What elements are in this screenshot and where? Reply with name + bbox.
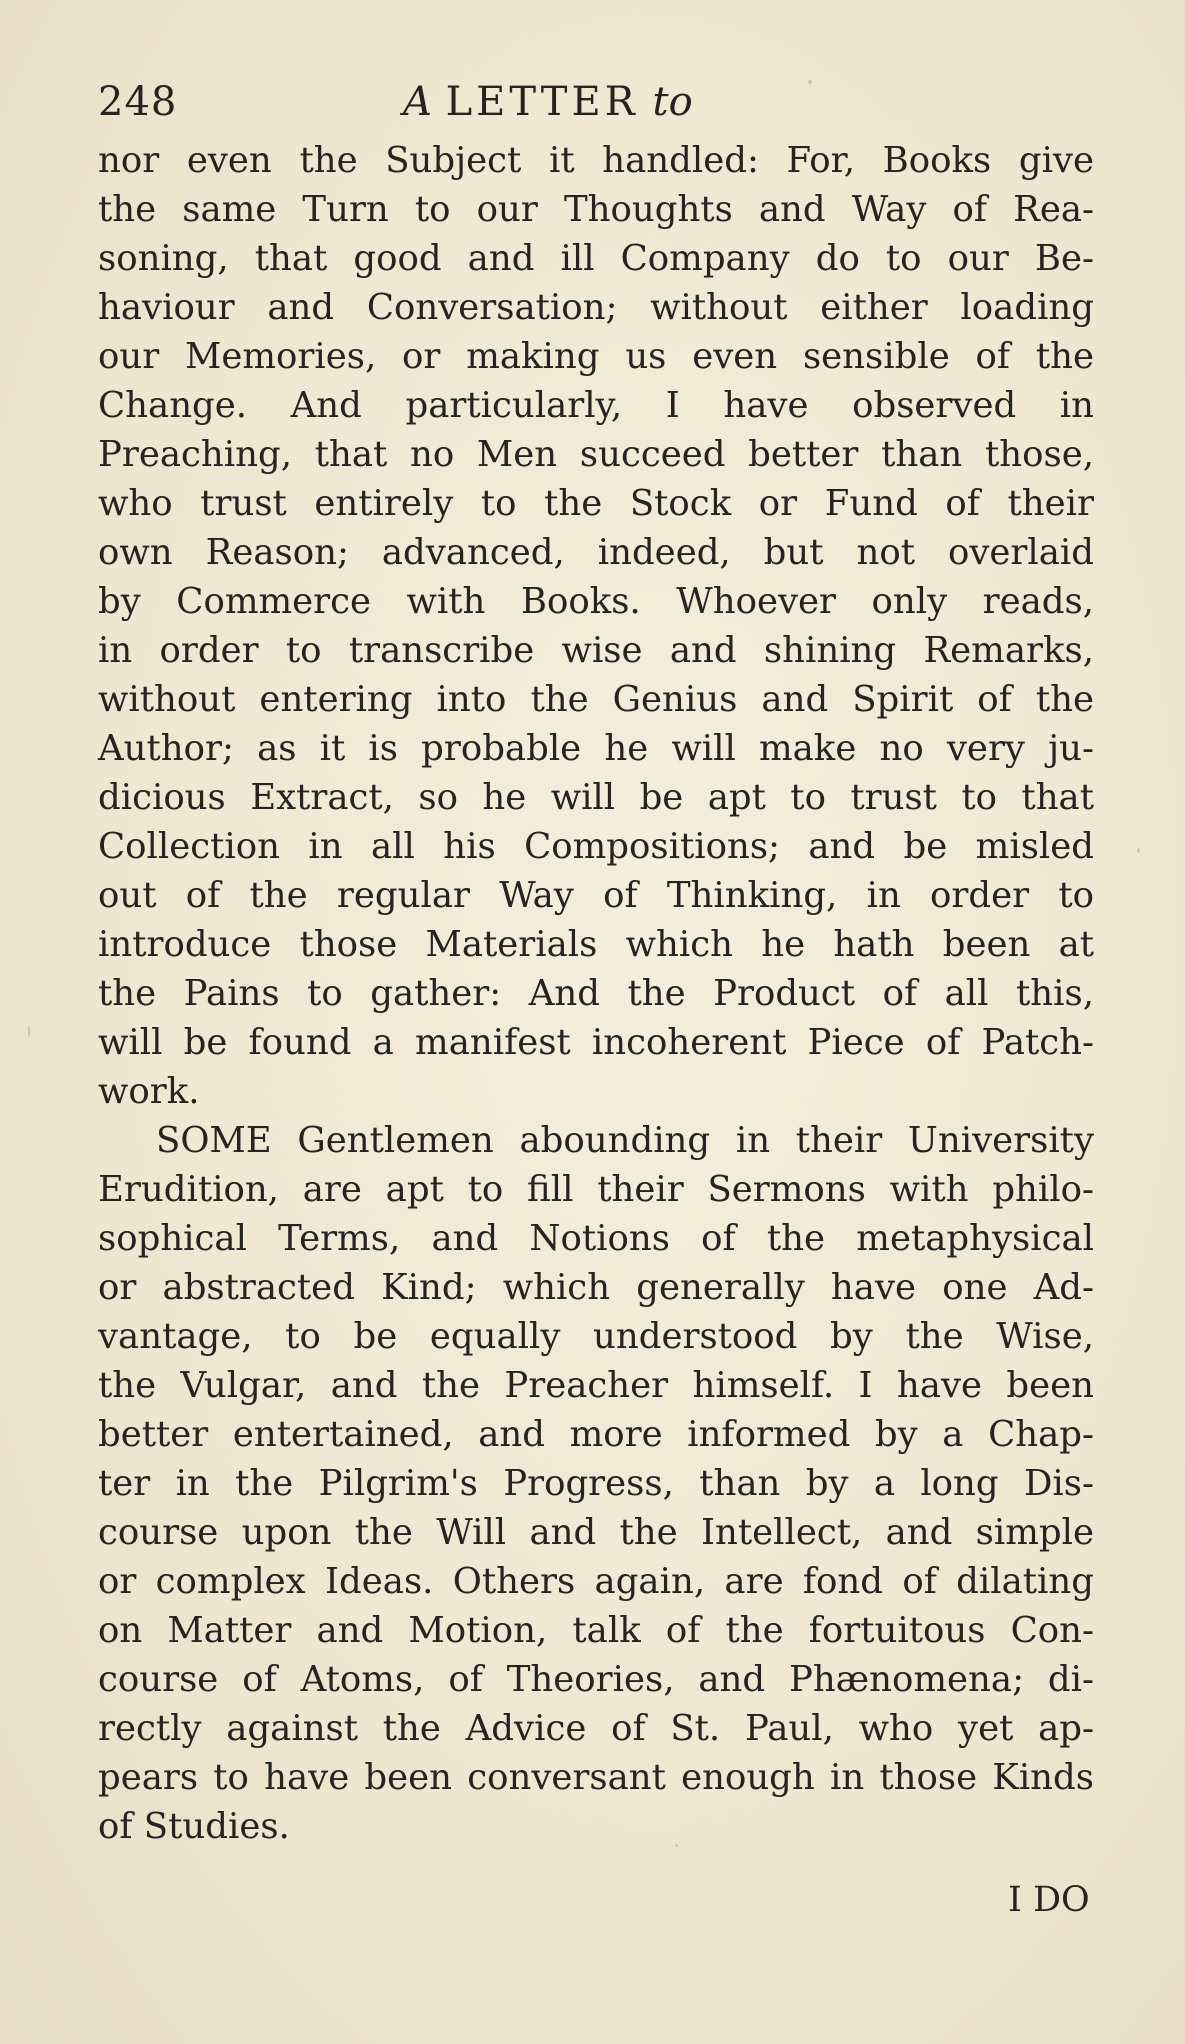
text-line: SOME Gentlemen abounding in their University <box>156 1120 1094 1161</box>
running-title-caps: LETTER <box>445 79 639 125</box>
text-line: will be found a manifest incoherent Piece of Patch- <box>98 1022 1094 1063</box>
text-line: Erudition, are apt to fill their Sermons with philo- <box>98 1169 1094 1210</box>
text-line: Collection in all his Compositions; and be misled <box>98 826 1094 867</box>
catchword: I DO <box>1008 1880 1090 1920</box>
text-line: ter in the Pilgrim's Progress, than by a long Dis- <box>98 1463 1094 1504</box>
text-line: of Studies. <box>98 1806 290 1847</box>
text-line: course of Atoms, of Theories, and Phænomena; di- <box>98 1659 1094 1700</box>
running-title-suffix: to <box>652 79 693 125</box>
text-line: Preaching, that no Men succeed better than those, <box>98 434 1094 475</box>
text-line: who trust entirely to the Stock or Fund of their <box>98 483 1094 524</box>
text-line: soning, that good and ill Company do to our Be- <box>98 238 1094 279</box>
text-line: better entertained, and more informed by a Chap- <box>98 1414 1094 1455</box>
text-line: pears to have been conversant enough in those Kinds <box>98 1757 1094 1798</box>
text-line: course upon the Will and the Intellect, and simple <box>98 1512 1094 1553</box>
text-line: rectly against the Advice of St. Paul, who yet ap- <box>98 1708 1094 1749</box>
text-line: our Memories, or making us even sensible of the <box>98 336 1094 377</box>
body-text <box>98 136 1094 1896</box>
running-title <box>403 72 693 132</box>
text-line: the same Turn to our Thoughts and Way of Rea- <box>98 189 1094 230</box>
text-line: dicious Extract, so he will be apt to trust to that <box>98 777 1094 818</box>
text-line: or abstracted Kind; which generally have one Ad- <box>98 1267 1094 1308</box>
paper-speck <box>28 1025 30 1037</box>
running-title-prefix: A <box>403 79 432 125</box>
text-line: Change. And particularly, I have observed in <box>98 385 1094 426</box>
paper-speck <box>808 80 812 84</box>
paper-speck <box>675 1844 678 1847</box>
text-line: nor even the Subject it handled: For, Books give <box>98 140 1094 181</box>
text-line: on Matter and Motion, talk of the fortuitous Con- <box>98 1610 1094 1651</box>
text-line: sophical Terms, and Notions of the metaphysical <box>98 1218 1094 1259</box>
text-line: the Pains to gather: And the Product of all this, <box>98 973 1094 1014</box>
text-line: in order to transcribe wise and shining Remarks, <box>98 630 1094 671</box>
paper-speck <box>1137 848 1140 853</box>
running-head <box>98 72 1098 132</box>
text-line: without entering into the Genius and Spirit of the <box>98 679 1094 720</box>
text-line: out of the regular Way of Thinking, in order to <box>98 875 1094 916</box>
text-line: vantage, to be equally understood by the Wise, <box>98 1316 1094 1357</box>
page-number: 248 <box>98 79 178 125</box>
text-line: introduce those Materials which he hath been at <box>98 924 1094 965</box>
text-line: or complex Ideas. Others again, are fond of dilating <box>98 1561 1094 1602</box>
text-line: own Reason; advanced, indeed, but not overlaid <box>98 532 1094 573</box>
text-line: Author; as it is probable he will make no very ju- <box>98 728 1094 769</box>
text-line: by Commerce with Books. Whoever only reads, <box>98 581 1094 622</box>
text-line: haviour and Conversation; without either loading <box>98 287 1094 328</box>
text-line: the Vulgar, and the Preacher himself. I have been <box>98 1365 1094 1406</box>
text-line: work. <box>98 1071 200 1112</box>
